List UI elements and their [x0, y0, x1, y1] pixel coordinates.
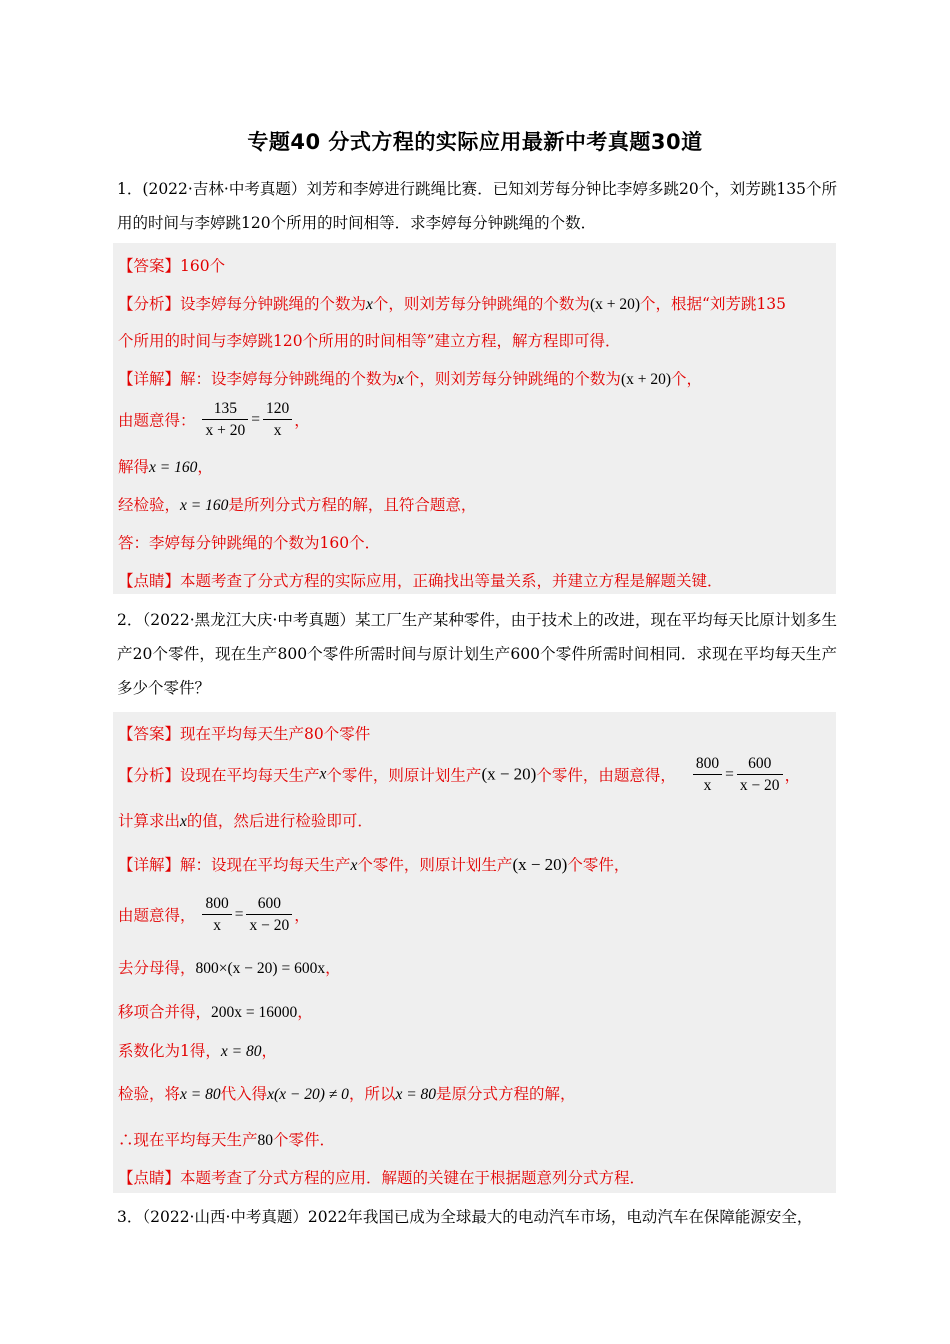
analysis-tag: 【分析】 [118, 766, 181, 785]
check-math: x = 80 [180, 1086, 221, 1103]
check-math: x(x − 20) ≠ 0 [267, 1086, 349, 1103]
q2-step-3 [118, 1039, 277, 1061]
detail-text: 个， [671, 370, 703, 388]
numerator: 800 [693, 753, 722, 775]
equals-sign: = [234, 905, 244, 923]
check-text: 是所列分式方程的解，且符合题意， [228, 496, 477, 514]
math-expr: (x + 20) [620, 371, 672, 388]
q2-equation-line [118, 893, 310, 936]
comma: ， [325, 959, 341, 977]
q1-analysis-line-2: 个所用的时间与李婷跳120个所用的时间相等”建立方程，解方程即可得． [118, 332, 621, 350]
q2-check-line [118, 1082, 576, 1104]
step-math: x = 80 [220, 1043, 262, 1060]
solve-label: 解得 [118, 458, 150, 476]
fraction-right [737, 753, 783, 796]
analysis-text: 计算求出 [118, 812, 181, 830]
comment-text: 本题考查了分式方程的实际应用，正确找出等量关系，并建立方程是解题关键． [180, 572, 723, 590]
detail-text: 解：设现在平均每天生产 [180, 856, 351, 874]
q1-solve-line [118, 455, 213, 477]
final-text: ∴现在平均每天生产 [118, 1131, 258, 1149]
equation-intro: 由题意得， [118, 906, 196, 925]
analysis-text: 个，根据“刘芳跳135 [640, 295, 787, 313]
math-var: x [319, 765, 327, 783]
analysis-text: 设李婷每分钟跳绳的个数为 [180, 295, 367, 313]
numerator: 120 [263, 398, 292, 420]
denominator: x [703, 777, 712, 794]
fraction-left [202, 398, 248, 441]
q1-answer-line [118, 254, 225, 276]
comma: ， [197, 458, 213, 476]
analysis-tag: 【分析】 [118, 295, 181, 313]
numerator: 135 [202, 398, 248, 420]
final-number: 80 [257, 1132, 274, 1149]
check-text: 检验，将 [118, 1085, 181, 1103]
math-var: x [180, 813, 187, 830]
denominator: x [213, 917, 221, 934]
fraction-left [202, 893, 231, 936]
q1-equation-line [118, 398, 310, 441]
q2-analysis-line-2 [118, 809, 373, 831]
math-var: x [366, 296, 373, 313]
final-text: 个零件． [273, 1131, 336, 1149]
detail-text: 个零件， [567, 856, 630, 874]
comma: ， [261, 1042, 277, 1060]
check-text: 是原分式方程的解， [436, 1085, 576, 1103]
math-expr: (x − 20) [512, 855, 568, 874]
denominator: x − 20 [739, 777, 780, 794]
denominator: x − 20 [249, 917, 290, 934]
step-label: 移项合并得， [118, 1003, 212, 1021]
comma: ， [294, 906, 310, 925]
detail-tag: 【详解】 [118, 856, 181, 874]
q2-final-line [118, 1128, 335, 1150]
step-math: 200x = 16000 [211, 1004, 298, 1021]
q1-detail-line [118, 367, 702, 389]
detail-text: 个零件，则原计划生产 [357, 856, 513, 874]
math-var: x [397, 371, 404, 388]
answer-tag: 【答案】 [118, 725, 181, 743]
question-1-stem: 1．(2022·吉林·中考真题）刘芳和李婷进行跳绳比赛．已知刘芳每分钟比李婷多跳20个，刘芳跳135个所用的时间与李婷跳120个所用的时间相等．求李婷每分钟跳绳的个数． [117, 180, 837, 232]
check-text: ，所以 [348, 1085, 396, 1103]
step-math: 800×(x − 20) = 600x [195, 960, 326, 977]
comma: ， [297, 1003, 313, 1021]
q2-answer-line [118, 722, 370, 744]
step-label: 去分母得， [118, 959, 196, 977]
equals-sign: = [725, 765, 734, 783]
fraction-right [263, 398, 292, 441]
q1-final-answer: 答：李婷每分钟跳绳的个数为160个． [118, 534, 381, 552]
question-3-stem: 3．（2022·山西·中考真题）2022年我国已成为全球最大的电动汽车市场，电动汽车在保障能源安全， [117, 1208, 813, 1226]
analysis-text: 个，则刘芳每分钟跳绳的个数为 [372, 295, 590, 313]
q2-analysis-line-1 [118, 753, 838, 796]
denominator: x + 20 [205, 422, 246, 439]
comment-tag: 【点睛】 [118, 1169, 181, 1187]
check-math: x = 160 [180, 497, 229, 514]
q2-detail-line [118, 853, 629, 875]
check-math: x = 80 [395, 1086, 437, 1103]
answer-text: 现在平均每天生产80个零件 [180, 725, 371, 743]
detail-text: 解：设李婷每分钟跳绳的个数为 [180, 370, 398, 388]
analysis-text: 个零件，由题意得， [536, 766, 676, 785]
q2-step-2 [118, 1000, 313, 1022]
detail-text: 个，则刘芳每分钟跳绳的个数为 [403, 370, 621, 388]
denominator: x [273, 422, 282, 439]
answer-tag: 【答案】 [118, 257, 181, 275]
math-expr: (x − 20) [481, 764, 537, 784]
q1-comment-line [118, 569, 723, 591]
q2-comment-line [118, 1166, 645, 1188]
comment-text: 本题考查了分式方程的应用．解题的关键在于根据题意列分式方程． [180, 1169, 646, 1187]
answer-text: 160个 [180, 257, 226, 275]
equation-intro: 由题意得： [118, 411, 196, 430]
fraction-right [246, 893, 292, 936]
fraction-left [693, 753, 722, 796]
numerator: 800 [202, 893, 231, 915]
check-text: 代入得 [220, 1085, 268, 1103]
question-2-stem: 2．（2022·黑龙江大庆·中考真题）某工厂生产某种零件，由于技术上的改进，现在平均每天比原计划多生产20个零件，现在生产800个零件所需时间与原计划生产600个零件所需时间相同．求现在平均每天生产多少个零件？ [117, 611, 837, 697]
equals-sign: = [251, 410, 260, 428]
comma: ， [294, 411, 310, 430]
math-var: x [350, 857, 358, 874]
numerator: 600 [737, 753, 783, 775]
step-label: 系数化为1得， [118, 1042, 221, 1060]
numerator: 600 [246, 893, 292, 915]
detail-tag: 【详解】 [118, 370, 181, 388]
math-expr: (x + 20) [589, 296, 641, 313]
comma: ， [784, 766, 801, 785]
analysis-text: 个零件，则原计划生产 [326, 766, 482, 785]
check-label: 经检验， [118, 496, 181, 514]
q1-check-line [118, 493, 476, 515]
q2-step-1 [118, 956, 341, 978]
analysis-text: 的值，然后进行检验即可． [186, 812, 373, 830]
solve-math: x = 160 [149, 459, 198, 476]
q1-analysis-line-1 [118, 292, 786, 314]
page-title: 专题40 分式方程的实际应用最新中考真题30道 [247, 130, 703, 154]
analysis-text: 设现在平均每天生产 [180, 766, 320, 785]
comment-tag: 【点睛】 [118, 572, 181, 590]
